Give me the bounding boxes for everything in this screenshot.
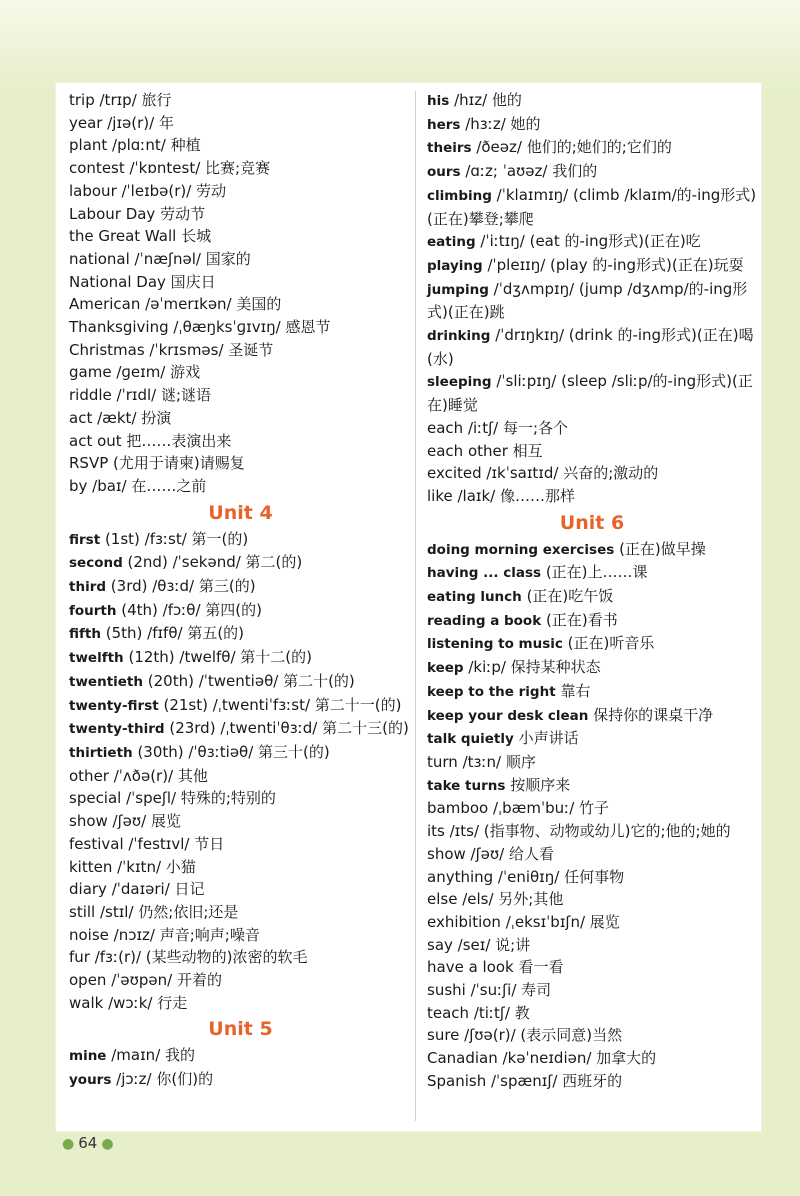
vocab-definition: diary /ˈdaɪəri/ 日记 (69, 880, 205, 899)
vocab-word: having ... class (427, 565, 542, 582)
vocab-definition: /ˈiːtɪŋ/ (eat 的-ing形式)(正在)吃 (480, 232, 701, 251)
vocab-entry (427, 230, 757, 254)
vocab-entry (427, 1024, 757, 1047)
vocab-word: yours (69, 1072, 112, 1089)
vocab-definition: Canadian /kəˈneɪdiən/ 加拿大的 (427, 1049, 657, 1068)
vocab-definition: anything /ˈeniθɪŋ/ 任何事物 (427, 867, 625, 886)
vocab-definition: exhibition /ˌeksɪˈbɪʃn/ 展览 (427, 912, 620, 931)
vocab-definition: /ˈsliːpɪŋ/ (sleep /sliːp/的-ing形式)(正在)睡觉 (427, 372, 753, 415)
vocab-entry (427, 934, 757, 957)
vocab-entry (427, 561, 757, 585)
vocab-word: hers (427, 116, 461, 133)
vocab-definition: RSVP (尤用于请柬)请赐复 (69, 454, 245, 473)
vocab-entry (69, 924, 412, 947)
vocab-entry (69, 271, 412, 294)
vocab-word: sleeping (427, 374, 492, 391)
vocab-definition: Thanksgiving /ˌθæŋksˈɡɪvɪŋ/ 感恩节 (69, 318, 331, 337)
vocab-definition: (3rd) /θɜːd/ 第三(的) (110, 577, 256, 596)
vocab-definition: festival /ˈfestɪvl/ 节日 (69, 834, 225, 853)
vocab-entry (427, 1070, 757, 1093)
vocab-definition: show /ʃəʊ/ 给人看 (427, 844, 554, 863)
vocab-definition: teach /tiːtʃ/ 教 (427, 1003, 530, 1022)
vocab-word: keep (427, 660, 464, 677)
vocab-definition: trip /trɪp/ 旅行 (69, 91, 172, 109)
vocab-definition: year /jɪə(r)/ 年 (69, 113, 174, 132)
vocab-entry (427, 89, 757, 113)
vocab-word: third (69, 579, 107, 596)
vocab-entry (427, 843, 757, 866)
vocab-definition: (正在)上……课 (545, 563, 648, 582)
vocab-word: reading a book (427, 612, 542, 629)
vocab-entry (69, 293, 412, 316)
vocab-definition: by /baɪ/ 在……之前 (69, 476, 207, 495)
vocab-definition: American /əˈmerɪkən/ 美国的 (69, 295, 282, 314)
vocab-entry (69, 622, 412, 646)
bullet-icon: ● (101, 1136, 114, 1152)
vocab-word: twelfth (69, 650, 124, 667)
vocab-definition: sushi /ˈsuːʃi/ 寿司 (427, 981, 552, 1000)
vocab-definition: still /stɪl/ 仍然;依旧;还是 (69, 902, 239, 921)
vocab-entry (69, 112, 412, 135)
vocab-entry (69, 717, 412, 741)
vocab-word: climbing (427, 187, 492, 204)
vocab-entry (69, 407, 412, 430)
unit-heading: Unit 4 (208, 501, 273, 524)
vocab-entry (427, 136, 757, 160)
vocab-definition: National Day 国庆日 (69, 272, 216, 291)
vocab-definition: walk /wɔːk/ 行走 (69, 993, 188, 1012)
vocab-entry (69, 765, 412, 788)
vocab-entry (427, 911, 757, 934)
vocab-word: first (69, 531, 101, 548)
vocab-definition: (4th) /fɔːθ/ 第四(的) (121, 600, 263, 619)
vocab-entry (427, 656, 757, 680)
vocab-word: listening to music (427, 636, 563, 653)
vocab-entry (69, 946, 412, 969)
left-column (69, 89, 412, 1092)
vocab-entry (69, 694, 412, 718)
vocab-entry (427, 538, 757, 562)
vocab-entry (69, 384, 412, 407)
vocab-word: drinking (427, 328, 491, 345)
vocab-entry (69, 528, 412, 552)
vocabulary-page (55, 82, 762, 1132)
vocab-definition: (30th) /ˈθɜːtiəθ/ 第三十(的) (137, 742, 330, 761)
vocab-entry (69, 599, 412, 623)
vocab-definition: Christmas /ˈkrɪsməs/ 圣诞节 (69, 340, 274, 359)
vocab-definition: other /ˈʌðə(r)/ 其他 (69, 766, 208, 785)
vocab-definition: /ˈklaɪmɪŋ/ (climb /klaɪm/的-ing形式)(正在)攀登;攀爬 (427, 185, 757, 228)
vocab-definition: special /ˈspeʃl/ 特殊的;特别的 (69, 789, 276, 808)
vocab-definition: bamboo /ˌbæmˈbuː/ 竹子 (427, 799, 610, 818)
vocab-word: twentieth (69, 673, 143, 690)
vocab-definition: /ˈpleɪɪŋ/ (play 的-ing形式)(正在)玩耍 (487, 255, 744, 274)
page-background (0, 0, 800, 90)
vocab-definition: /ˈdʒʌmpɪŋ/ (jump /dʒʌmp/的-ing形式)(正在)跳 (427, 279, 748, 322)
vocab-definition: plant /plɑːnt/ 种植 (69, 136, 201, 155)
vocab-word: keep to the right (427, 683, 556, 700)
vocab-definition: /hɜːz/ 她的 (465, 114, 541, 133)
vocab-definition: contest /ˈkɒntest/ 比赛;竞赛 (69, 159, 271, 178)
vocab-entry (69, 787, 412, 810)
vocab-word: his (427, 93, 450, 109)
vocab-definition: 小声讲话 (518, 729, 579, 748)
vocab-definition: Labour Day 劳动节 (69, 204, 206, 223)
vocab-entry (427, 184, 757, 230)
vocab-entry (427, 888, 757, 911)
vocab-word: playing (427, 257, 483, 274)
vocab-definition: riddle /ˈrɪdl/ 谜;谜语 (69, 386, 212, 405)
vocab-entry (427, 1047, 757, 1070)
vocab-definition: act out 把……表演出来 (69, 431, 232, 450)
vocab-word: second (69, 555, 123, 572)
vocab-definition: 保持你的课桌干净 (593, 705, 714, 724)
vocab-entry (427, 680, 757, 704)
vocab-entry (427, 324, 757, 370)
vocab-definition: (12th) /twelfθ/ 第十二(的) (128, 648, 312, 667)
vocab-word: ours (427, 164, 461, 181)
vocab-definition: its /ɪts/ (指事物、动物或幼儿)它的;他的;她的 (427, 822, 731, 841)
column-divider (415, 91, 416, 1121)
vocab-definition: show /ʃəʊ/ 展览 (69, 812, 181, 831)
vocab-entry (69, 316, 412, 339)
vocab-word: fourth (69, 602, 117, 619)
vocab-definition: the Great Wall 长城 (69, 227, 212, 246)
vocab-word: take turns (427, 777, 506, 794)
vocab-definition: fur /fɜː(r)/ (某些动物的)浓密的软毛 (69, 948, 308, 967)
vocab-word: theirs (427, 140, 472, 157)
vocab-word: fifth (69, 626, 101, 643)
vocab-entry (427, 254, 757, 278)
vocab-definition: (正在)吃午饭 (526, 587, 614, 606)
vocab-entry (427, 370, 757, 416)
vocab-definition: (正在)听音乐 (567, 634, 655, 653)
vocab-entry (69, 1068, 412, 1092)
vocab-word: twenty-third (69, 721, 165, 738)
vocab-definition: like /laɪk/ 像……那样 (427, 486, 575, 505)
right-column (427, 89, 757, 1093)
vocab-definition: (23rd) /ˌtwentiˈθɜːd/ 第二十三(的) (169, 719, 409, 738)
bullet-icon: ● (62, 1136, 75, 1152)
vocab-word: eating (427, 234, 476, 251)
vocab-definition: act /ækt/ 扮演 (69, 408, 172, 427)
vocab-word: mine (69, 1048, 107, 1065)
vocab-entry (427, 751, 757, 774)
vocab-definition: have a look 看一看 (427, 958, 564, 977)
vocab-definition: /jɔːz/ 你(们)的 (116, 1070, 214, 1089)
vocab-entry (427, 160, 757, 184)
vocab-entry (427, 632, 757, 656)
vocab-entry (69, 225, 412, 248)
vocab-word: thirtieth (69, 744, 133, 761)
vocab-entry (69, 551, 412, 575)
vocab-entry (427, 462, 757, 485)
vocab-entry (69, 810, 412, 833)
vocab-definition: excited /ɪkˈsaɪtɪd/ 兴奋的;激动的 (427, 464, 659, 483)
vocab-definition: /ðeəz/ 他们的;她们的;它们的 (476, 138, 672, 157)
vocab-definition: (20th) /ˈtwentiəθ/ 第二十(的) (147, 671, 355, 690)
vocab-definition: open /ˈəʊpən/ 开着的 (69, 971, 222, 990)
vocab-entry (69, 361, 412, 384)
vocab-entry (69, 203, 412, 226)
vocab-definition: 按顺序来 (510, 775, 571, 794)
vocab-word: talk quietly (427, 731, 514, 748)
vocab-definition: /ˈdrɪŋkɪŋ/ (drink 的-ing形式)(正在)喝(水) (427, 326, 754, 368)
vocab-entry (69, 833, 412, 856)
vocab-entry (69, 89, 412, 112)
vocab-definition: noise /nɔɪz/ 声音;响声;噪音 (69, 925, 260, 944)
vocab-definition: (正在)看书 (545, 610, 618, 629)
vocab-entry (69, 878, 412, 901)
vocab-definition: /ɑːz; ˈaʊəz/ 我们的 (465, 162, 598, 181)
vocab-definition: Spanish /ˈspænɪʃ/ 西班牙的 (427, 1071, 623, 1090)
vocab-definition: each /iːtʃ/ 每一;各个 (427, 418, 569, 437)
vocab-definition: (正在)做早操 (619, 539, 706, 558)
vocab-entry (427, 113, 757, 137)
vocab-definition: labour /ˈleɪbə(r)/ 劳动 (69, 181, 227, 200)
vocab-entry (427, 609, 757, 633)
vocab-entry (427, 797, 757, 820)
vocab-word: jumping (427, 281, 489, 298)
vocab-definition: /hɪz/ 他的 (454, 91, 522, 109)
vocab-entry (427, 774, 757, 798)
vocab-entry (427, 417, 757, 440)
page-number (58, 1134, 118, 1152)
vocab-entry (69, 430, 412, 453)
page-number-text: 64 (78, 1134, 98, 1152)
vocab-entry (427, 820, 757, 843)
vocab-entry (427, 440, 757, 463)
vocab-definition: (21st) /ˌtwentiˈfɜːst/ 第二十一(的) (163, 695, 402, 714)
vocab-entry (427, 1002, 757, 1025)
vocab-entry (69, 575, 412, 599)
vocab-definition: /kiːp/ 保持某种状态 (468, 658, 601, 677)
vocab-entry (69, 670, 412, 694)
vocab-entry (427, 278, 757, 324)
vocab-entry (69, 856, 412, 879)
vocab-definition: /maɪn/ 我的 (111, 1046, 196, 1065)
vocab-entry (69, 452, 412, 475)
vocab-entry (427, 704, 757, 728)
vocab-entry (427, 485, 757, 508)
vocab-definition: else /els/ 另外;其他 (427, 890, 564, 909)
vocab-entry (427, 979, 757, 1002)
vocab-word: doing morning exercises (427, 541, 615, 558)
vocab-definition: turn /tɜːn/ 顺序 (427, 752, 536, 771)
vocab-definition: (5th) /fɪfθ/ 第五(的) (105, 624, 245, 643)
vocab-definition: say /seɪ/ 说;讲 (427, 935, 531, 954)
vocab-entry (69, 248, 412, 271)
vocab-entry (427, 866, 757, 889)
vocab-entry (69, 646, 412, 670)
vocab-definition: each other 相互 (427, 441, 543, 460)
vocab-entry (69, 475, 412, 498)
unit-heading: Unit 6 (559, 511, 625, 534)
vocab-entry (69, 180, 412, 203)
vocab-entry (427, 956, 757, 979)
vocab-entry (69, 992, 412, 1015)
vocab-entry (69, 901, 412, 924)
vocab-definition: (1st) /fɜːst/ 第一(的) (104, 529, 249, 548)
vocab-entry (69, 741, 412, 765)
unit-heading: Unit 5 (208, 1018, 273, 1041)
vocab-entry (427, 727, 757, 751)
vocab-entry (69, 134, 412, 157)
vocab-entry (69, 339, 412, 362)
vocab-entry (427, 585, 757, 609)
vocab-entry (69, 157, 412, 180)
vocab-word: eating lunch (427, 589, 522, 606)
vocab-word: keep your desk clean (427, 707, 589, 724)
vocab-definition: (2nd) /ˈsekənd/ 第二(的) (127, 553, 303, 572)
vocab-entry (69, 1044, 412, 1068)
vocab-definition: kitten /ˈkɪtn/ 小猫 (69, 857, 196, 876)
vocab-definition: national /ˈnæʃnəl/ 国家的 (69, 249, 251, 268)
vocab-entry (69, 969, 412, 992)
vocab-definition: sure /ʃʊə(r)/ (表示同意)当然 (427, 1026, 623, 1045)
vocab-definition: 靠右 (560, 681, 591, 700)
vocab-definition: game /ɡeɪm/ 游戏 (69, 363, 201, 382)
vocab-word: twenty-first (69, 697, 159, 714)
